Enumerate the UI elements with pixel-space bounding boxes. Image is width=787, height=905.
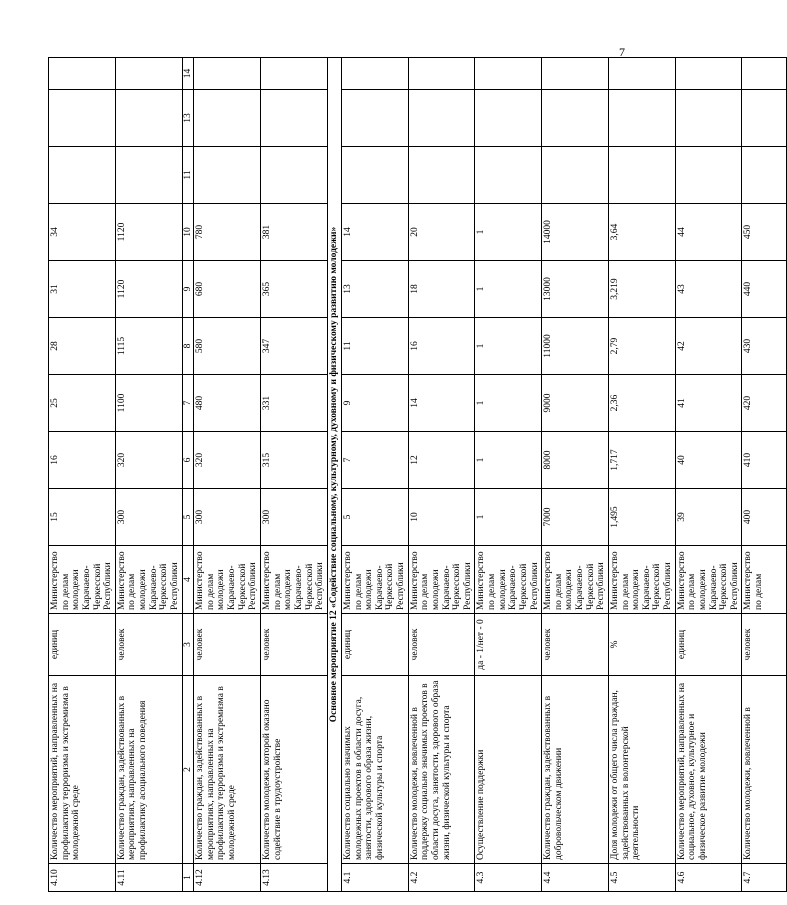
unit-cell: человек bbox=[542, 614, 609, 676]
value-cell: 1,717 bbox=[608, 432, 675, 489]
row-number: 4.2 bbox=[408, 864, 475, 892]
value-cell: 331 bbox=[261, 375, 328, 432]
empty-cell bbox=[742, 90, 787, 147]
value-cell: 1 bbox=[475, 432, 542, 489]
value-cell: 10 bbox=[408, 489, 475, 546]
value-cell: 1100 bbox=[115, 375, 182, 432]
column-number: 14 bbox=[182, 58, 194, 90]
empty-cell bbox=[115, 147, 182, 204]
value-cell: 43 bbox=[675, 261, 742, 318]
column-number: 3 bbox=[182, 614, 194, 676]
value-cell: 16 bbox=[408, 318, 475, 375]
column-number: 1 bbox=[182, 864, 194, 892]
row-number: 4.11 bbox=[115, 864, 182, 892]
row-number: 4.12 bbox=[194, 864, 261, 892]
table-row bbox=[475, 58, 542, 892]
column-number-row bbox=[182, 58, 194, 892]
indicator-name: Количество молодежи, которой оказано содействие в трудоустройстве bbox=[261, 676, 328, 864]
row-number: 4.10 bbox=[49, 864, 116, 892]
empty-cell bbox=[675, 147, 742, 204]
value-cell: 7 bbox=[341, 432, 408, 489]
value-cell: 315 bbox=[261, 432, 328, 489]
empty-cell bbox=[408, 147, 475, 204]
value-cell: 31 bbox=[49, 261, 116, 318]
executor-cell: Министерство по делам молодежи Карачаево-Черкесской Республики bbox=[49, 546, 116, 614]
value-cell: 580 bbox=[194, 318, 261, 375]
value-cell: 5 bbox=[341, 489, 408, 546]
value-cell: 300 bbox=[115, 489, 182, 546]
value-cell: 15 bbox=[49, 489, 116, 546]
indicator-name: Количество молодежи, вовлеченной в bbox=[742, 676, 787, 864]
unit-cell: человек bbox=[194, 614, 261, 676]
empty-cell bbox=[49, 147, 116, 204]
column-number: 7 bbox=[182, 375, 194, 432]
executor-cell: Министерство по делам молодежи Карачаево-Черкесской Республики bbox=[261, 546, 328, 614]
executor-cell: Министерство по делам молодежи Карачаево-Черкесской Республики bbox=[675, 546, 742, 614]
value-cell: 320 bbox=[194, 432, 261, 489]
row-number: 4.13 bbox=[261, 864, 328, 892]
column-number: 9 bbox=[182, 261, 194, 318]
unit-cell: % bbox=[608, 614, 675, 676]
row-number: 4.3 bbox=[475, 864, 542, 892]
unit-cell: человек bbox=[742, 614, 787, 676]
column-number: 4 bbox=[182, 546, 194, 614]
empty-cell bbox=[408, 90, 475, 147]
value-cell: 347 bbox=[261, 318, 328, 375]
empty-cell bbox=[341, 147, 408, 204]
table-row bbox=[115, 58, 182, 892]
section-title: Основное мероприятие 12 «Содействие социальному, культурному, духовному и физическому развитию молодежи» bbox=[327, 58, 341, 892]
value-cell: 780 bbox=[194, 204, 261, 261]
value-cell: 28 bbox=[49, 318, 116, 375]
table-row bbox=[49, 58, 116, 892]
empty-cell bbox=[675, 58, 742, 90]
value-cell: 14 bbox=[341, 204, 408, 261]
value-cell: 14000 bbox=[542, 204, 609, 261]
executor-cell: Министерство по делам bbox=[742, 546, 787, 614]
empty-cell bbox=[475, 147, 542, 204]
value-cell: 1120 bbox=[115, 261, 182, 318]
value-cell: 16 bbox=[49, 432, 116, 489]
value-cell: 480 bbox=[194, 375, 261, 432]
value-cell: 7000 bbox=[542, 489, 609, 546]
empty-cell bbox=[475, 90, 542, 147]
section-row bbox=[327, 58, 341, 892]
value-cell: 25 bbox=[49, 375, 116, 432]
indicator-name: Количество социально значимых молодежных проектов в области досуга, занятости, здорового образа жизни, физической культуры и спорта bbox=[341, 676, 408, 864]
column-number: 8 bbox=[182, 318, 194, 375]
indicator-name: Количество граждан, задействованных в добровольческом движении bbox=[542, 676, 609, 864]
empty-cell bbox=[542, 147, 609, 204]
executor-cell: Министерство по делам молодежи Карачаево-Черкесской Республики bbox=[542, 546, 609, 614]
table-row bbox=[608, 58, 675, 892]
empty-cell bbox=[261, 58, 328, 90]
column-number: 11 bbox=[182, 147, 194, 204]
value-cell: 1,495 bbox=[608, 489, 675, 546]
value-cell: 1115 bbox=[115, 318, 182, 375]
empty-cell bbox=[675, 90, 742, 147]
value-cell: 3,64 bbox=[608, 204, 675, 261]
page-number: 7 bbox=[619, 45, 625, 59]
rotated-page bbox=[48, 60, 764, 892]
value-cell: 12 bbox=[408, 432, 475, 489]
indicator-name: Доля молодежи от общего числа граждан, задействованных в волонтерской деятельности bbox=[608, 676, 675, 864]
unit-cell: человек bbox=[115, 614, 182, 676]
row-number: 4.4 bbox=[542, 864, 609, 892]
table-row bbox=[261, 58, 328, 892]
empty-cell bbox=[194, 58, 261, 90]
value-cell: 1 bbox=[475, 261, 542, 318]
value-cell: 41 bbox=[675, 375, 742, 432]
empty-cell bbox=[742, 58, 787, 90]
value-cell: 2,36 bbox=[608, 375, 675, 432]
indicator-name: Количество граждан, задействованных в мероприятиях, направленных на профилактику асоциального поведения bbox=[115, 676, 182, 864]
executor-cell: Министерство по делам молодежи Карачаево-Черкесской Республики bbox=[194, 546, 261, 614]
empty-cell bbox=[115, 58, 182, 90]
table-row bbox=[408, 58, 475, 892]
value-cell: 3,219 bbox=[608, 261, 675, 318]
table-row bbox=[194, 58, 261, 892]
executor-cell: Министерство по делам молодежи Карачаево-Черкесской Республики bbox=[341, 546, 408, 614]
value-cell: 11 bbox=[341, 318, 408, 375]
table-row bbox=[341, 58, 408, 892]
unit-cell: единиц bbox=[49, 614, 116, 676]
executor-cell: Министерство по делам молодежи Карачаево-Черкесской Республики bbox=[608, 546, 675, 614]
executor-cell: Министерство по делам молодежи Карачаево-Черкесской Республики bbox=[408, 546, 475, 614]
value-cell: 410 bbox=[742, 432, 787, 489]
value-cell: 1 bbox=[475, 204, 542, 261]
column-number: 6 bbox=[182, 432, 194, 489]
column-number: 5 bbox=[182, 489, 194, 546]
value-cell: 1 bbox=[475, 375, 542, 432]
empty-cell bbox=[475, 58, 542, 90]
unit-cell: единиц bbox=[341, 614, 408, 676]
empty-cell bbox=[115, 90, 182, 147]
empty-cell bbox=[341, 58, 408, 90]
value-cell: 1120 bbox=[115, 204, 182, 261]
value-cell: 400 bbox=[742, 489, 787, 546]
empty-cell bbox=[608, 58, 675, 90]
value-cell: 1 bbox=[475, 318, 542, 375]
empty-cell bbox=[261, 90, 328, 147]
empty-cell bbox=[49, 90, 116, 147]
executor-cell: Министерство по делам молодежи Карачаево-Черкесской Республики bbox=[475, 546, 542, 614]
value-cell: 300 bbox=[261, 489, 328, 546]
value-cell: 9 bbox=[341, 375, 408, 432]
value-cell: 420 bbox=[742, 375, 787, 432]
value-cell: 18 bbox=[408, 261, 475, 318]
value-cell: 8000 bbox=[542, 432, 609, 489]
column-number: 13 bbox=[182, 90, 194, 147]
value-cell: 40 bbox=[675, 432, 742, 489]
table-row bbox=[742, 58, 787, 892]
value-cell: 13 bbox=[341, 261, 408, 318]
unit-cell: да - 1/нет - 0 bbox=[475, 614, 542, 676]
value-cell: 44 bbox=[675, 204, 742, 261]
indicator-name: Количество граждан, задействованных в мероприятиях, направленных на профилактику терроризма и экстремизма в молодежной среде bbox=[194, 676, 261, 864]
value-cell: 365 bbox=[261, 261, 328, 318]
value-cell: 320 bbox=[115, 432, 182, 489]
value-cell: 430 bbox=[742, 318, 787, 375]
value-cell: 1 bbox=[475, 489, 542, 546]
empty-cell bbox=[542, 90, 609, 147]
value-cell: 34 bbox=[49, 204, 116, 261]
column-number: 10 bbox=[182, 204, 194, 261]
row-number: 4.5 bbox=[608, 864, 675, 892]
row-number: 4.1 bbox=[341, 864, 408, 892]
empty-cell bbox=[194, 147, 261, 204]
value-cell: 11000 bbox=[542, 318, 609, 375]
indicator-name: Осуществление поддержки bbox=[475, 676, 542, 864]
indicator-name: Количество молодежи, вовлеченной в поддержку социально значимых проектов в области досуга, занятости, здорового образа жизни, физической культуры и спорта bbox=[408, 676, 475, 864]
executor-cell: Министерство по делам молодежи Карачаево-Черкесской Республики bbox=[115, 546, 182, 614]
table-row bbox=[542, 58, 609, 892]
table-frame bbox=[48, 60, 764, 892]
value-cell: 2,79 bbox=[608, 318, 675, 375]
empty-cell bbox=[608, 90, 675, 147]
value-cell: 450 bbox=[742, 204, 787, 261]
value-cell: 42 bbox=[675, 318, 742, 375]
value-cell: 14 bbox=[408, 375, 475, 432]
value-cell: 20 bbox=[408, 204, 475, 261]
unit-cell: человек bbox=[408, 614, 475, 676]
indicator-name: Количество мероприятий, направленных на профилактику терроризма и экстремизма в молодежной среде bbox=[49, 676, 116, 864]
column-number: 2 bbox=[182, 676, 194, 864]
table-row bbox=[675, 58, 742, 892]
value-cell: 9000 bbox=[542, 375, 609, 432]
empty-cell bbox=[49, 58, 116, 90]
empty-cell bbox=[408, 58, 475, 90]
value-cell: 300 bbox=[194, 489, 261, 546]
indicators-table bbox=[48, 57, 787, 892]
empty-cell bbox=[542, 58, 609, 90]
value-cell: 381 bbox=[261, 204, 328, 261]
unit-cell: единиц bbox=[675, 614, 742, 676]
row-number: 4.6 bbox=[675, 864, 742, 892]
value-cell: 13000 bbox=[542, 261, 609, 318]
empty-cell bbox=[261, 147, 328, 204]
row-number: 4.7 bbox=[742, 864, 787, 892]
value-cell: 440 bbox=[742, 261, 787, 318]
empty-cell bbox=[341, 90, 408, 147]
indicator-name: Количество мероприятий, направленных на социальное, духовное, культурное и физическое развитие молодежи bbox=[675, 676, 742, 864]
empty-cell bbox=[742, 147, 787, 204]
unit-cell: человек bbox=[261, 614, 328, 676]
empty-cell bbox=[608, 147, 675, 204]
value-cell: 39 bbox=[675, 489, 742, 546]
value-cell: 680 bbox=[194, 261, 261, 318]
empty-cell bbox=[194, 90, 261, 147]
